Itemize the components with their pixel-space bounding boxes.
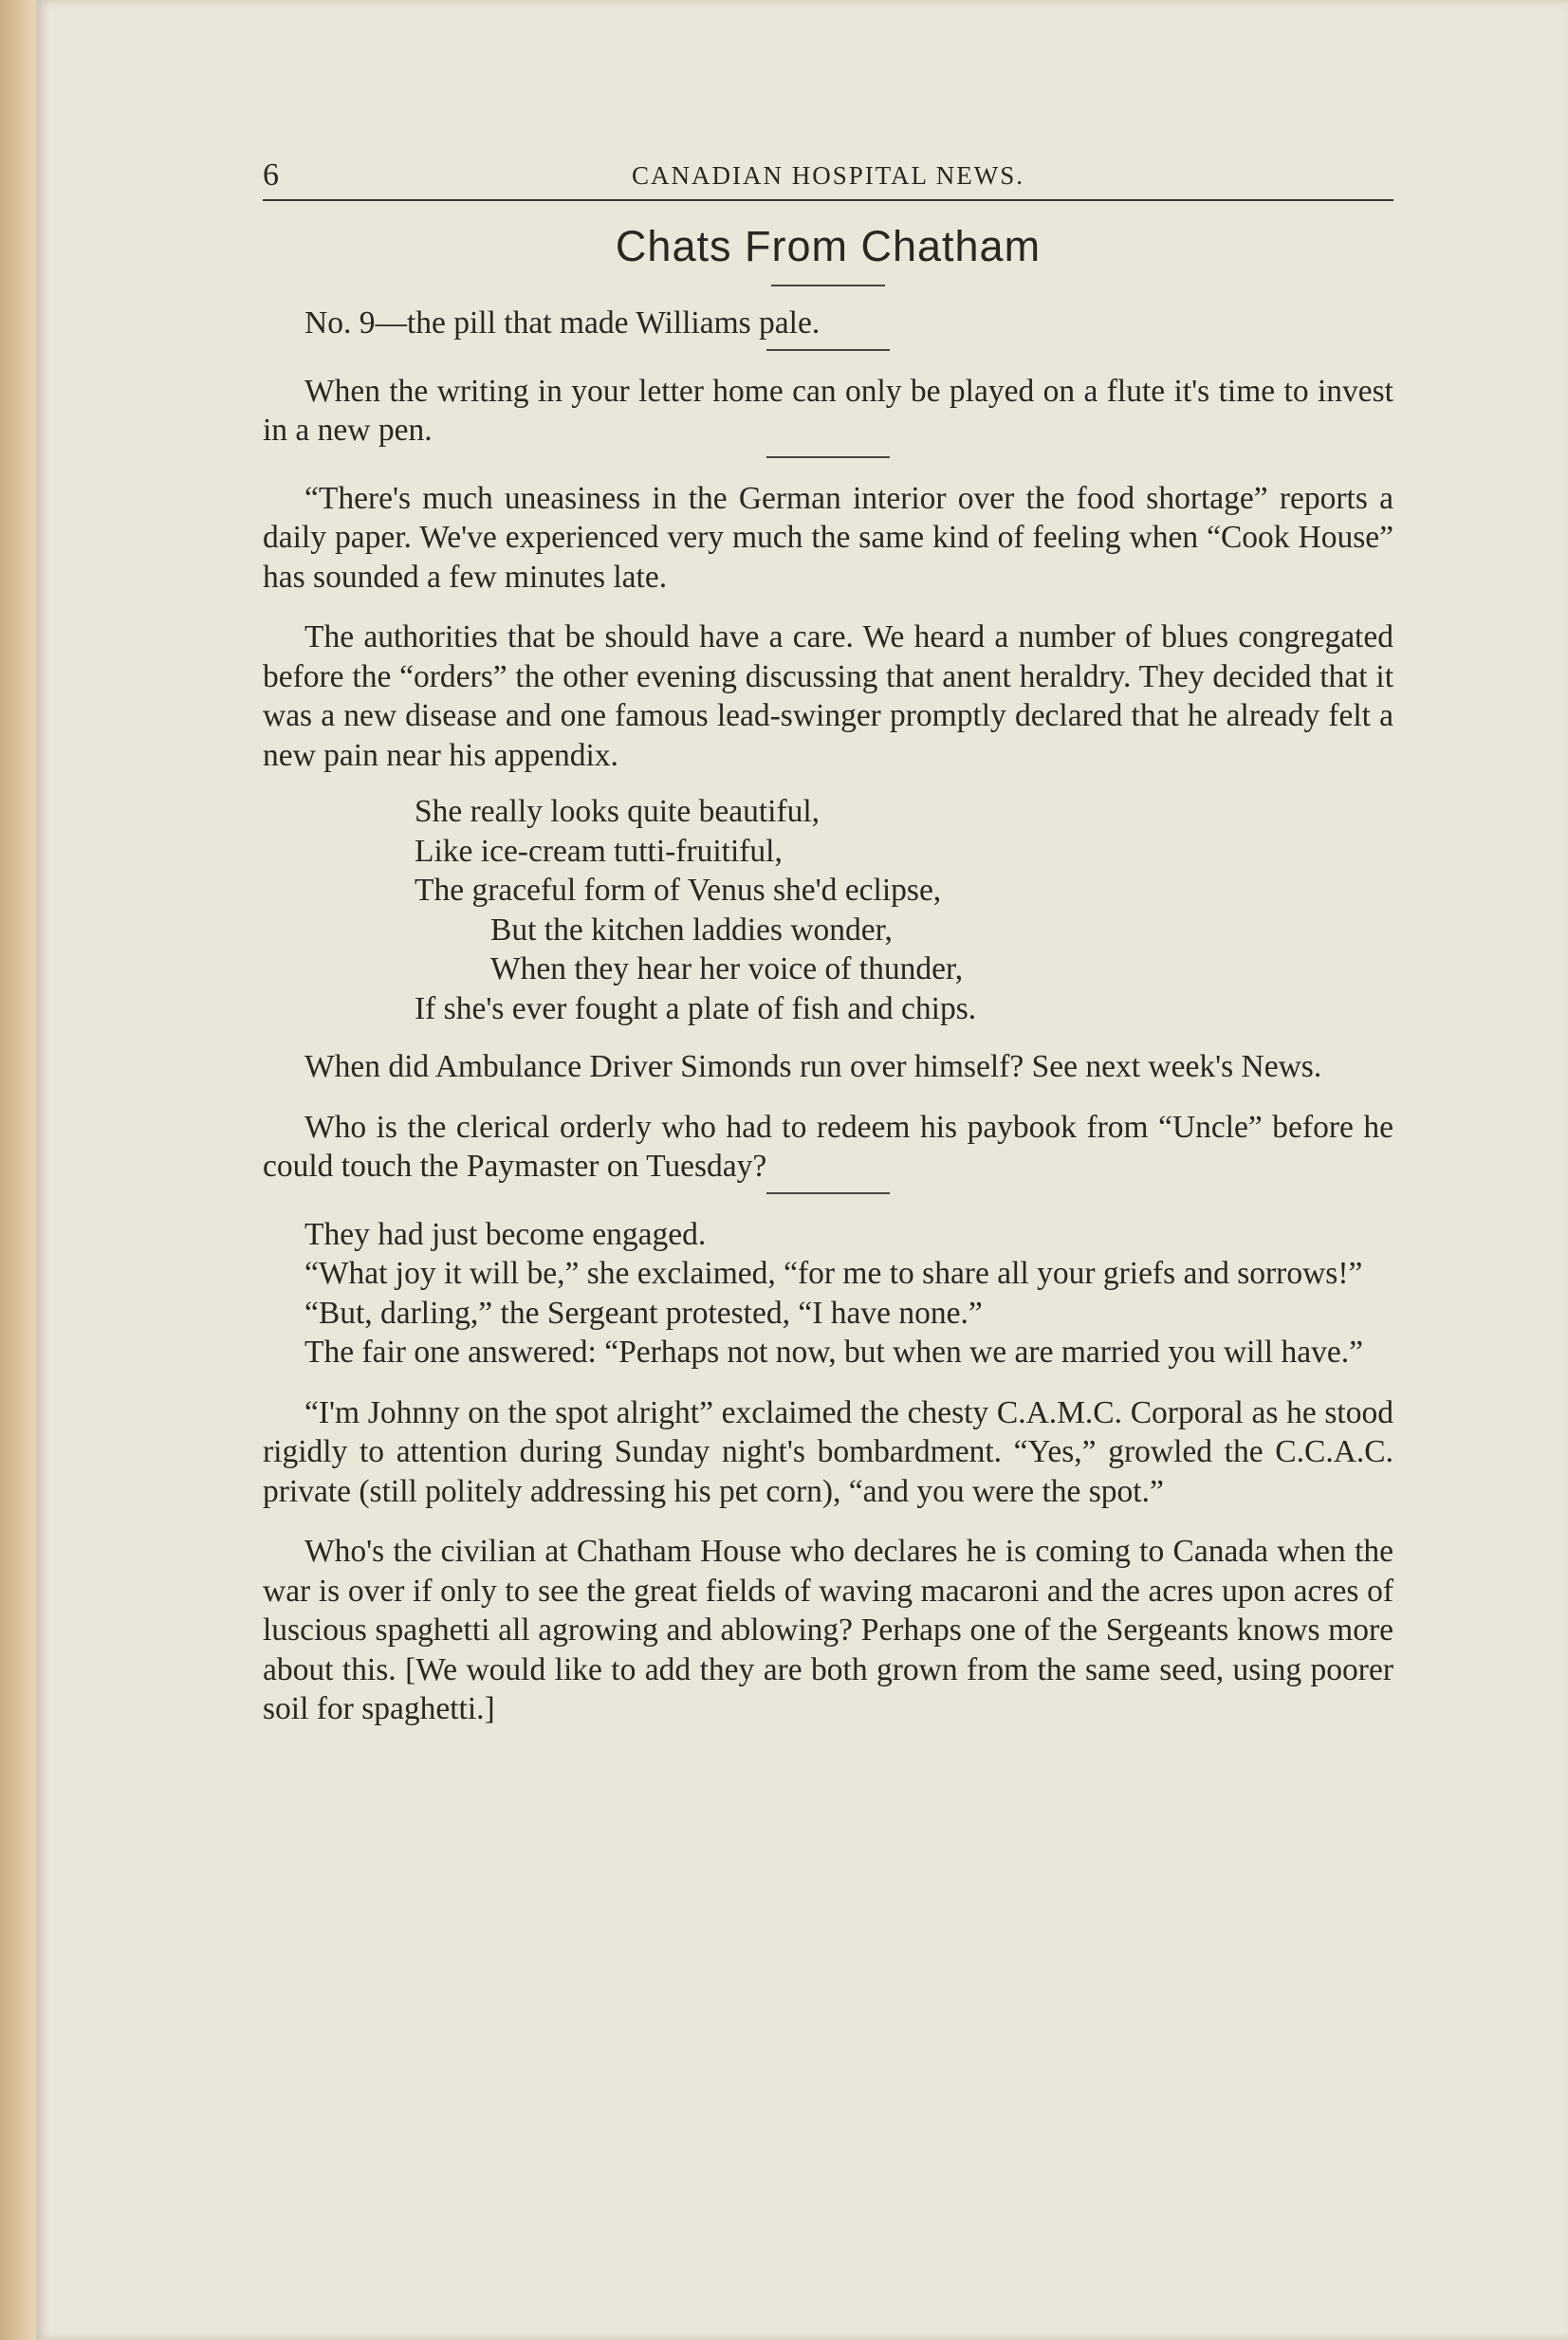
verse-line: Like ice-cream tutti-fruitiful, (415, 833, 783, 869)
verse-line: She really looks quite beautiful, (415, 794, 821, 829)
verse-line: When they hear her voice of thunder, (490, 951, 964, 986)
paragraph: “But, darling,” the Sergeant protested, “I have none.” (304, 1295, 983, 1331)
paragraph: “There's much uneasiness in the German interior over the food shortage” reports a daily paper. We've experienced very much the same kind of feeling when “Cook House” has sounded a few minutes late. (263, 480, 1393, 595)
verse (263, 792, 1393, 1028)
paragraph: Who's the civilian at Chatham House who declares he is coming to Canada when the war is over if only to see the great fields of waving macaroni and the acres upon acres of luscious spaghetti all agrowing and ablowing? Perhaps one of the Sergeants knows more about this. [We would like to add they are both grown from the same seed, using poorer soil for spaghetti.] (263, 1534, 1393, 1726)
page-content (263, 152, 1393, 1729)
journal-title: CANADIAN HOSPITAL NEWS. (631, 161, 1025, 190)
paragraph: When the writing in your letter home can only be played on a flute it's time to invest in a new pen. (263, 373, 1393, 448)
verse-line: But the kitchen laddies wonder, (490, 912, 893, 948)
paragraph: “I'm Johnny on the spot alright” exclaimed the chesty C.A.M.C. Corporal as he stood rigidly to attention during Sunday night's bombardment. “Yes,” growled the C.C.A.C. private (still politely addressing his pet corn), “and you were the spot.” (263, 1394, 1393, 1509)
section-divider (766, 456, 890, 458)
section-divider (766, 1192, 890, 1194)
paragraph: When did Ambulance Driver Simonds run over himself? See next week's News. (304, 1049, 1322, 1084)
article-title: Chats From Chatham (615, 222, 1042, 270)
paragraph: They had just become engaged. (304, 1216, 707, 1252)
verse-line: The graceful form of Venus she'd eclipse, (415, 873, 942, 908)
paragraph: The authorities that be should have a care. We heard a number of blues congregated before the “orders” the other evening discussing that anent heraldry. They decided that it was a new disease and one famous lead-swinger promptly declared that he already felt a new pain near his appendix. (263, 619, 1393, 773)
paragraph: The fair one answered: “Perhaps not now, but when we are married you will have.” (304, 1335, 1363, 1370)
paragraph: Who is the clerical orderly who had to redeem his paybook from “Uncle” before he could touch the Paymaster on Tuesday? (263, 1109, 1393, 1184)
paragraph: “What joy it will be,” she exclaimed, “for me to share all your griefs and sorrows!” (304, 1256, 1363, 1291)
running-head (263, 152, 1393, 201)
title-divider (771, 285, 885, 286)
page-edge (0, 0, 36, 2340)
verse-line: If she's ever fought a plate of fish and chips. (415, 990, 977, 1026)
paragraph-subtitle: No. 9—the pill that made Williams pale. (304, 305, 821, 341)
page-number: 6 (263, 157, 279, 193)
section-divider (766, 349, 890, 351)
